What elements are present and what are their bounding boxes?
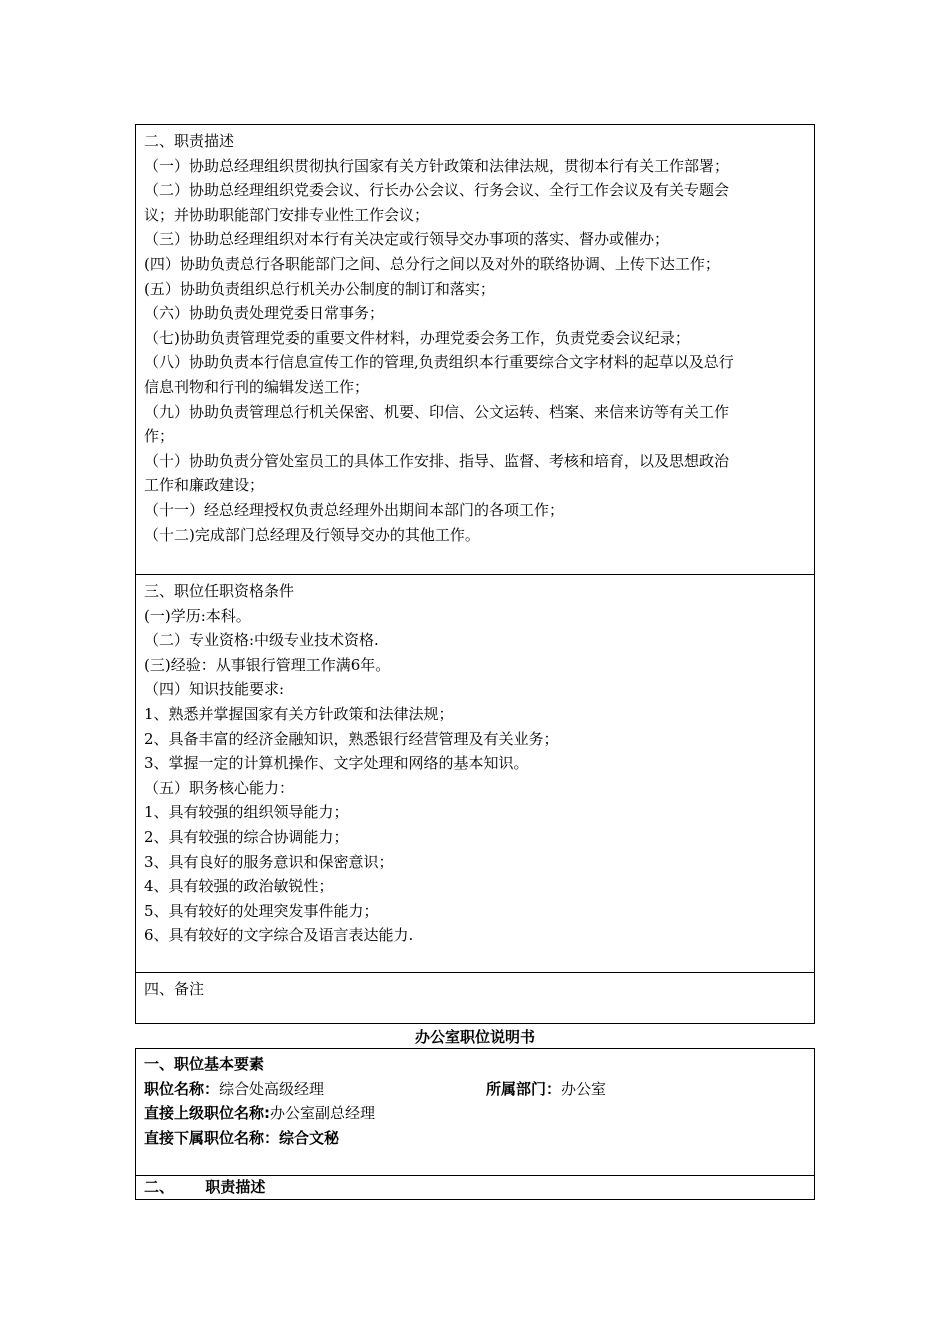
duty-line: 议；并协助职能部门安排专业性工作会议； — [144, 205, 430, 224]
qualification-line: 3、具有良好的服务意识和保密意识； — [144, 852, 394, 871]
qualifications-section — [136, 575, 814, 973]
subordinate-row: 直接下属职位名称：综合文秘 — [144, 1128, 340, 1147]
duty-line: （十一）经总经理授权负责总经理外出期间本部门的各项工作； — [144, 500, 565, 519]
remarks-heading: 四、备注 — [144, 980, 205, 998]
dept-cell — [486, 1077, 606, 1102]
position-label: 职位名称： — [144, 1079, 220, 1098]
duty-line: 工作和廉政建设； — [144, 476, 265, 495]
duty-line: （九）协助负责管理总行机关保密、机要、印信、公文运转、档案、来信来访等有关工作 — [144, 402, 730, 421]
qualification-line: 2、具备丰富的经济金融知识，熟悉银行经营管理及有关业务； — [144, 729, 559, 748]
qualification-line: 1、熟悉并掌握国家有关方针政策和法律法规； — [144, 704, 454, 723]
duty-line: (五）协助负责组织总行机关办公制度的制订和落实； — [144, 279, 495, 298]
duties-section — [136, 125, 814, 575]
position-row — [144, 1077, 806, 1102]
qualifications-list — [144, 604, 806, 948]
superior-row — [144, 1101, 806, 1126]
duty-line: (四）协助负责总行各职能部门之间、总分行之间以及对外的联络协调、上传下达工作； — [144, 254, 720, 273]
duties-heading-2: 二、 职责描述 — [144, 1178, 266, 1196]
duty-line: （三）协助总经理组织对本行有关决定或行领导交办事项的落实、督办或催办； — [144, 230, 670, 249]
qualification-line: 5、具有较好的处理突发事件能力； — [144, 901, 379, 920]
duties-heading: 二、职责描述 — [144, 132, 235, 150]
qualification-line: 6、具有较好的文字综合及语言表达能力. — [144, 926, 414, 945]
qualification-line: （二）专业资格:中级专业技术资格. — [144, 631, 379, 650]
qualification-line: 3、掌握一定的计算机操作、文字处理和网络的基本知识。 — [144, 754, 529, 773]
qualification-line: （四）知识技能要求: — [144, 680, 285, 699]
duty-line: （十二)完成部门总经理及行领导交办的其他工作。 — [144, 525, 480, 544]
duty-line: （六）协助负责处理党委日常事务； — [144, 304, 385, 323]
duty-line: （二）协助总经理组织党委会议、行长办公会议、行务会议、全行工作会议及有关专题会 — [144, 181, 730, 200]
duty-line: （十）协助负责分管处室员工的具体工作安排、指导、监督、考核和培育，以及思想政治 — [144, 451, 730, 470]
duties-section-2 — [136, 1176, 814, 1200]
superior-value: 办公室副总经理 — [270, 1104, 376, 1123]
qualification-line: 2、具有较强的综合协调能力； — [144, 827, 349, 846]
qualifications-heading: 三、职位任职资格条件 — [144, 582, 295, 600]
basic-elements-heading: 一、职位基本要素 — [144, 1055, 265, 1073]
qualification-line: 1、具有较强的组织领导能力； — [144, 803, 349, 822]
duty-line: 信息刊物和行刊的编辑发送工作； — [144, 377, 370, 396]
job-description-table-2 — [135, 1048, 815, 1200]
basic-elements-section — [136, 1049, 814, 1176]
dept-value: 办公室 — [561, 1079, 607, 1098]
document-title: 办公室职位说明书 — [414, 1028, 535, 1046]
remarks-section — [136, 973, 814, 1023]
qualification-line: (三)经验：从事银行管理工作满6年。 — [144, 655, 391, 674]
position-cell — [144, 1077, 486, 1102]
position-value: 综合处高级经理 — [219, 1079, 325, 1098]
qualification-line: （五）职务核心能力： — [144, 778, 295, 797]
duty-line: （八）协助负责本行信息宣传工作的管理,负责组织本行重要综合文字材料的起草以及总行 — [144, 353, 734, 372]
duty-line: 作； — [144, 427, 175, 446]
duty-line: （七)协助负责管理党委的重要文件材料，办理党委会务工作，负责党委会议纪录； — [144, 328, 690, 347]
job-description-table-1 — [135, 124, 815, 1024]
dept-label: 所属部门： — [486, 1079, 562, 1098]
duties-list — [144, 154, 806, 548]
duty-line: （一）协助总经理组织贯彻执行国家有关方针政策和法律法规，贯彻本行有关工作部署； — [144, 156, 730, 175]
qualification-line: (一)学历:本科。 — [144, 606, 251, 625]
qualification-line: 4、具有较强的政治敏锐性； — [144, 877, 334, 896]
superior-label: 直接上级职位名称: — [144, 1104, 270, 1123]
